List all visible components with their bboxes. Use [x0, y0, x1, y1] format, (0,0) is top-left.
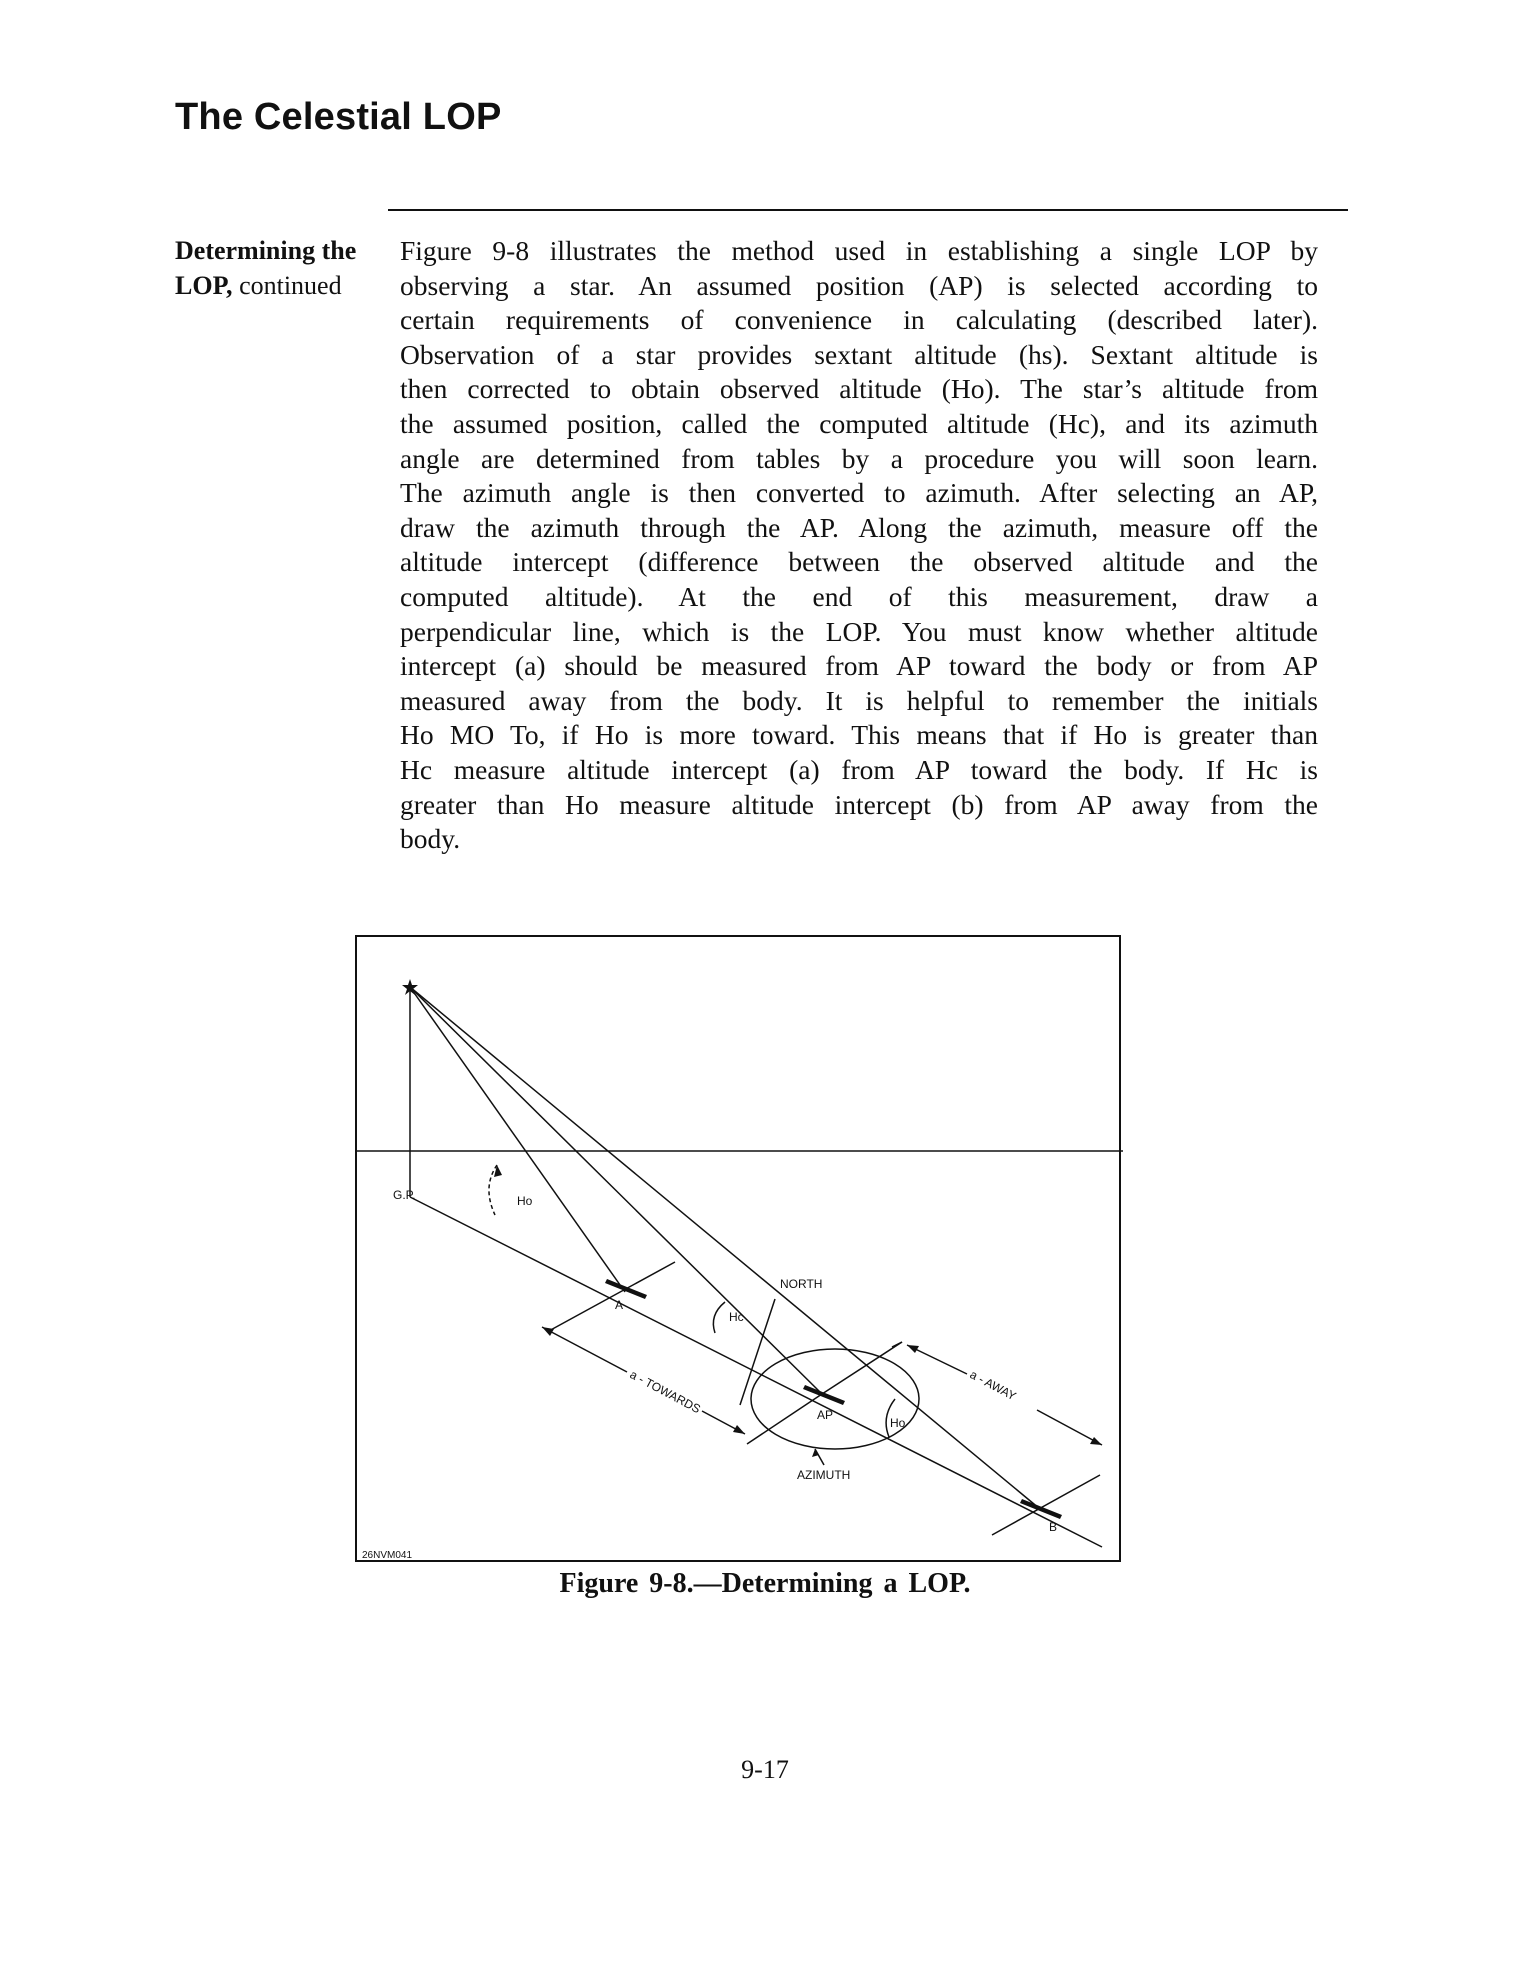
body-line: computed altitude). At the end of this measurement, draw a — [400, 580, 1318, 612]
label-azimuth: AZIMUTH — [797, 1468, 851, 1482]
lop-diagram-svg — [357, 937, 1123, 1564]
body-line: measured away from the body. It is helpful to remember the initials — [400, 684, 1318, 716]
arrowhead — [907, 1345, 919, 1353]
body-line: the assumed position, called the computed altitude (Hc), and its azimuth — [400, 407, 1318, 439]
page-number: 9-17 — [741, 1755, 789, 1784]
label-a: A — [615, 1298, 624, 1312]
arrowhead — [1090, 1437, 1102, 1445]
body-line: intercept (a) should be measured from AP toward the body or from AP — [400, 650, 1318, 682]
body-paragraph — [400, 234, 1318, 857]
body-line: Ho MO To, if Ho is more toward. This means that if Ho is greater than — [400, 719, 1318, 751]
azimuth-line — [410, 1197, 1102, 1547]
page-title: The Celestial LOP — [175, 96, 502, 138]
label-north: NORTH — [780, 1277, 823, 1291]
body-line: angle are determined from tables by a procedure you will soon learn. — [400, 442, 1318, 474]
hc-arc — [713, 1302, 725, 1333]
body-line: Observation of a star provides sextant altitude (hs). Sextant altitude is — [400, 338, 1318, 370]
body-line: perpendicular line, which is the LOP. You must know whether altitude — [400, 615, 1318, 647]
body-line: altitude intercept (difference between the observed altitude and the — [400, 546, 1318, 578]
figure-caption: Figure 9-8.—Determining a LOP. — [559, 1568, 971, 1599]
label-ho-gp: Ho — [517, 1194, 533, 1208]
section-divider — [388, 209, 1348, 211]
label-towards: a - TOWARDS — [627, 1367, 703, 1417]
label-away: a - AWAY — [967, 1367, 1019, 1404]
label-figure-code: 26NVM041 — [362, 1550, 413, 1561]
figure-lop-diagram — [355, 935, 1121, 1562]
star-ray-b — [410, 987, 1040, 1509]
label-ap: AP — [817, 1408, 834, 1422]
label-b: B — [1049, 1520, 1058, 1534]
body-line: draw the azimuth through the AP. Along the azimuth, measure off the — [400, 511, 1318, 543]
body-line: certain requirements of convenience in calculating (described later). — [400, 304, 1318, 336]
body-line: then corrected to obtain observed altitude (Ho). The star’s altitude from — [400, 373, 1318, 405]
body-line: Figure 9-8 illustrates the method used in establishing a single LOP by — [400, 235, 1318, 266]
side-heading-continued: continued — [239, 270, 342, 300]
north-line — [740, 1299, 775, 1405]
label-gp: G.P. — [393, 1188, 416, 1202]
star-ray-a — [410, 987, 625, 1292]
body-line: greater than Ho measure altitude intercept (b) from AP away from the — [400, 788, 1318, 820]
star-ray-ap — [410, 987, 822, 1394]
body-line: observing a star. An assumed position (AP) is selected according to — [400, 269, 1318, 301]
side-heading-bold: Determining the LOP, — [175, 236, 357, 300]
ap-perp-line — [822, 1342, 902, 1394]
arrowhead — [733, 1425, 745, 1434]
body-line: The azimuth angle is then converted to azimuth. After selecting an AP, — [400, 477, 1318, 509]
body-line: Hc measure altitude intercept (a) from AP toward the body. If Hc is — [400, 753, 1318, 785]
label-hc: Hc — [729, 1310, 744, 1324]
away-dim-line-2 — [1037, 1410, 1102, 1445]
lop-line-b — [992, 1475, 1100, 1535]
body-line: body. — [400, 823, 461, 855]
away-extension-tick — [892, 1342, 902, 1347]
side-heading — [175, 234, 390, 303]
label-ho-ap: Ho — [890, 1416, 906, 1430]
towards-dim-line-1 — [542, 1327, 627, 1372]
